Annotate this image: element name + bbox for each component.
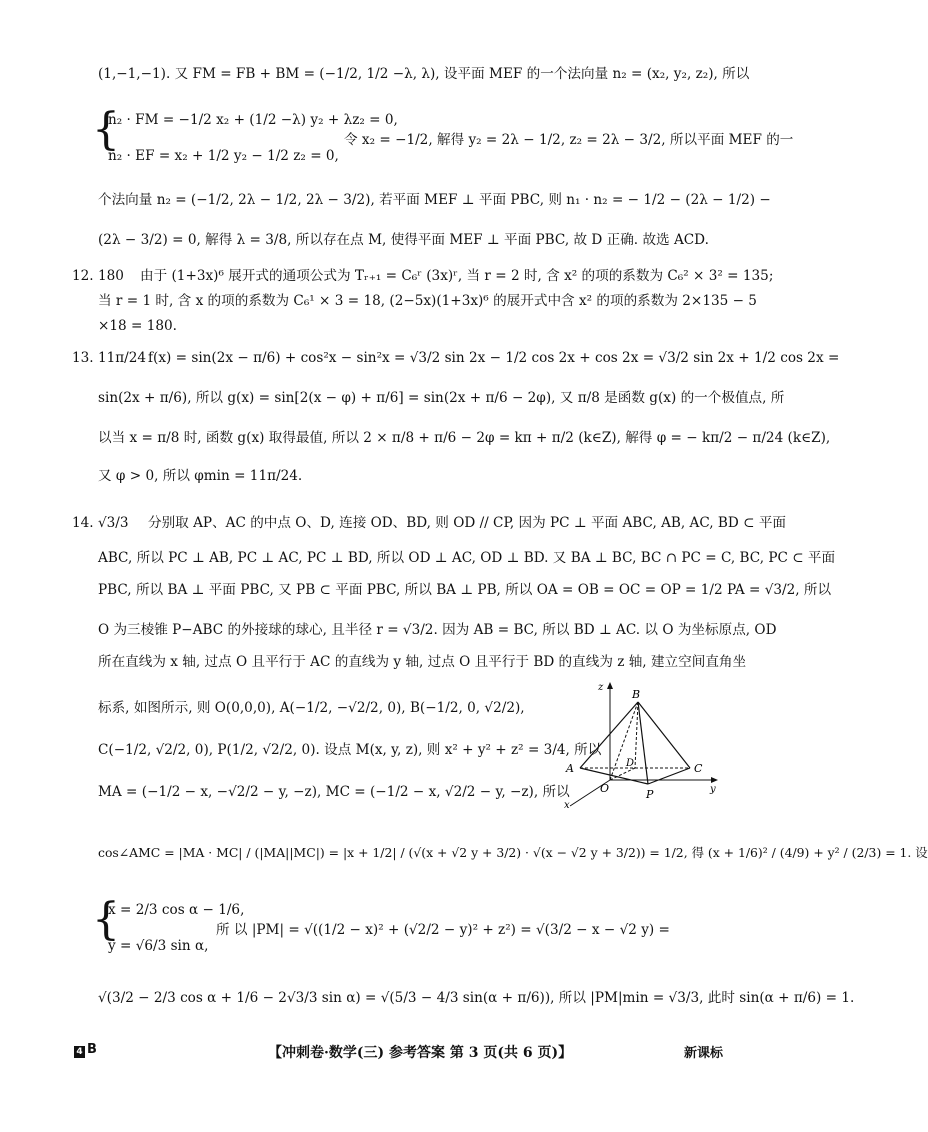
equation-row: n₂ · FM = −1/2 x₂ + (1/2 −λ) y₂ + λz₂ = 0, xyxy=(108,112,398,128)
text-line: (2λ − 3/2) = 0, 解得 λ = 3/8, 所以存在点 M, 使得平面 MEF ⊥ 平面 PBC, 故 D 正确. 故选 ACD. xyxy=(98,232,709,248)
badge-number: 4 xyxy=(74,1046,85,1058)
text-line: 以当 x = π/8 时, 函数 g(x) 取得最值, 所以 2 × π/8 + π/6 − 2φ = kπ + π/2 (k∈Z), 解得 φ = − kπ/2 − π/24 (k∈Z), xyxy=(98,430,831,446)
edge-AP xyxy=(580,768,648,784)
text-line: 个法向量 n₂ = (−1/2, 2λ − 1/2, 2λ − 3/2), 若平面 MEF ⊥ 平面 PBC, 则 n₁ · n₂ = − 1/2 − (2λ − 1/2) − xyxy=(98,192,771,208)
text-line: 又 φ > 0, 所以 φmin = 11π/24. xyxy=(98,468,303,484)
text-line: MA = (−1/2 − x, −√2/2 − y, −z), MC = (−1/2 − x, √2/2 − y, −z), 所以 xyxy=(98,784,570,800)
edge-BC xyxy=(638,702,690,768)
brace: { xyxy=(92,104,120,155)
text-line: (1,−1,−1). 又 FM = FB + BM = (−1/2, 1/2 −λ, λ), 设平面 MEF 的一个法向量 n₂ = (x₂, y₂, z₂), 所以 xyxy=(98,66,750,82)
equation-system xyxy=(92,894,245,962)
badge-letter: B xyxy=(87,1042,97,1057)
paper-badge xyxy=(74,1042,97,1058)
label-C: C xyxy=(694,762,703,775)
edge-BP xyxy=(638,702,648,784)
text-line: 令 x₂ = −1/2, 解得 y₂ = 2λ − 1/2, z₂ = 2λ − 3/2, 所以平面 MEF 的一 xyxy=(344,132,794,148)
equation-row: x = 2/3 cos α − 1/6, xyxy=(108,902,245,918)
text-line: √(3/2 − 2/3 cos α + 1/6 − 2√3/3 sin α) = √(5/3 − 4/3 sin(α + π/6)), 所以 |PM|min = √3/3, 此时 sin(α + π/6) = 1. xyxy=(98,990,855,1006)
label-x: x xyxy=(564,800,570,811)
text-line: ABC, 所以 PC ⊥ AB, PC ⊥ AC, PC ⊥ BD, 所以 OD ⊥ AC, OD ⊥ BD. 又 BA ⊥ BC, BC ∩ PC = C, BC, PC ⊂ 平面 xyxy=(98,550,836,566)
page-footer xyxy=(0,1042,800,1064)
text-line: 当 r = 1 时, 含 x 的项的系数为 C₆¹ × 3 = 18, (2−5x)(1+3x)⁶ 的展开式中含 x² 的项的系数为 2×135 − 5 xyxy=(98,293,757,309)
edge-PC xyxy=(648,768,690,784)
text-line: 标系, 如图所示, 则 O(0,0,0), A(−1/2, −√2/2, 0), B(−1/2, 0, √2/2), xyxy=(98,700,525,716)
label-A: A xyxy=(566,762,574,775)
segment-BD xyxy=(635,702,638,768)
question-number: 13. 11π/24 xyxy=(72,350,147,366)
z-axis-arrow xyxy=(607,682,613,689)
label-D: D xyxy=(626,758,635,769)
y-axis-arrow xyxy=(711,777,718,783)
label-z: z xyxy=(598,682,604,693)
equation-system xyxy=(92,104,398,172)
text-line: PBC, 所以 BA ⊥ 平面 PBC, 又 PB ⊂ 平面 PBC, 所以 BA ⊥ PB, 所以 OA = OB = OC = OP = 1/2 PA = √3/2, 所以 xyxy=(98,582,832,598)
text-line: 所 以 |PM| = √((1/2 − x)² + (√2/2 − y)² + z²) = √(3/2 − x − √2 y) = xyxy=(216,922,670,938)
label-B: B xyxy=(632,688,641,701)
text-line: 由于 (1+3x)⁶ 展开式的通项公式为 Tᵣ₊₁ = C₆ʳ (3x)ʳ, 当 r = 2 时, 含 x² 的项的系数为 C₆² × 3² = 135; xyxy=(140,268,774,284)
text-line: 所在直线为 x 轴, 过点 O 且平行于 AC 的直线为 y 轴, 过点 O 且平行于 BD 的直线为 z 轴, 建立空间直角坐 xyxy=(98,654,747,670)
label-P: P xyxy=(646,788,654,801)
equation-row: n₂ · EF = x₂ + 1/2 y₂ − 1/2 z₂ = 0, xyxy=(108,148,339,164)
pyramid-figure xyxy=(560,680,720,810)
question-number: 12. 180 xyxy=(72,268,124,284)
label-O: O xyxy=(600,782,610,795)
text-line: f(x) = sin(2x − π/6) + cos²x − sin²x = √3/2 sin 2x − 1/2 cos 2x + cos 2x = √3/2 sin 2x + 1/2 cos 2x = xyxy=(148,350,840,366)
footer-edition: 新课标 xyxy=(684,1046,724,1061)
question-number: 14. √3/3 xyxy=(72,515,129,531)
equation-row: y = √6/3 sin α, xyxy=(108,938,209,954)
label-y: y xyxy=(710,784,716,795)
text-line: cos∠AMC = |MA · MC| / (|MA||MC|) = |x + 1/2| / (√(x + √2 y + 3/2) · √(x − √2 y + 3/2)) = 1/2, 得 (x + 1/6)² / (4/9) + y² / (2/3) = 1. 设 xyxy=(98,845,928,860)
text-line: sin(2x + π/6), 所以 g(x) = sin[2(x − φ) + π/6] = sin(2x + π/6 − 2φ), 又 π/8 是函数 g(x) 的一个极值点, 所 xyxy=(98,390,785,406)
footer-title: 【冲刺卷·数学(三) 参考答案 第 3 页(共 6 页)】 xyxy=(268,1045,573,1061)
text-line: O 为三棱锥 P−ABC 的外接球的球心, 且半径 r = √3/2. 因为 AB = BC, 所以 BD ⊥ AC. 以 O 为坐标原点, OD xyxy=(98,622,777,638)
text-line: 分别取 AP、AC 的中点 O、D, 连接 OD、BD, 则 OD // CP, 因为 PC ⊥ 平面 ABC, AB, AC, BD ⊂ 平面 xyxy=(148,515,787,531)
text-line: C(−1/2, √2/2, 0), P(1/2, √2/2, 0). 设点 M(x, y, z), 则 x² + y² + z² = 3/4, 所以 xyxy=(98,742,602,758)
brace: { xyxy=(92,894,120,945)
text-line: ×18 = 180. xyxy=(98,318,177,334)
